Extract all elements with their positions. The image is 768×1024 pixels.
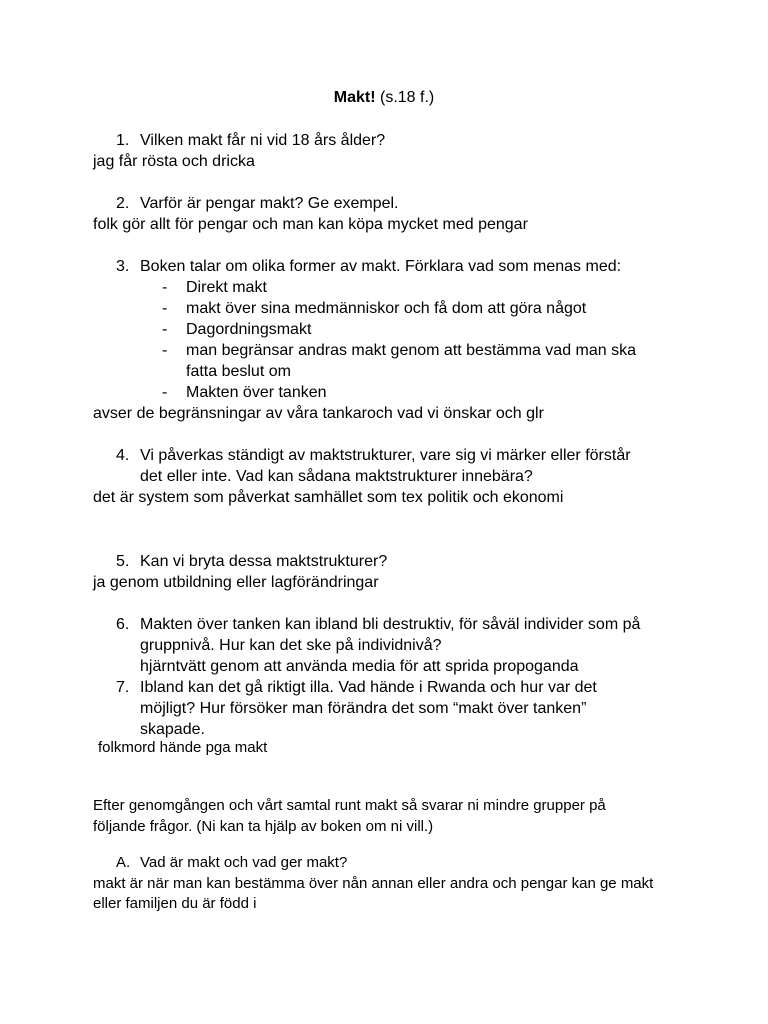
question-text: Vilken makt får ni vid 18 års ålder? <box>140 132 386 149</box>
answer-5: ja genom utbildning eller lagförändringar <box>93 574 379 591</box>
question-text: Varför är pengar makt? Ge exempel. <box>140 195 399 212</box>
question-number: A. <box>116 854 131 871</box>
question-number: 1. <box>116 132 130 149</box>
question-7 <box>116 678 597 698</box>
question-1 <box>116 131 385 151</box>
question-text: Vi påverkas ständigt av maktstrukturer, vare sig vi märker eller förstår <box>140 447 631 464</box>
question-text: Kan vi bryta dessa maktstrukturer? <box>140 553 388 570</box>
list-item-continuation: fatta beslut om <box>186 363 291 380</box>
question-text: Ibland kan det gå riktigt illa. Vad hände i Rwanda och hur var det <box>140 679 597 696</box>
answer-3: avser de begränsningar av våra tankaroch vad vi önskar och glr <box>93 405 544 422</box>
list-item: Makten över tanken <box>186 384 327 401</box>
list-item: man begränsar andras makt genom att bestämma vad man ska <box>186 342 636 359</box>
bullet-dash: - <box>162 300 168 317</box>
question-text: Vad är makt och vad ger makt? <box>140 854 348 871</box>
title-page-ref: (s.18 f.) <box>375 89 435 106</box>
answer-1: jag får rösta och dricka <box>93 153 255 170</box>
answer-a-line-2: eller familjen du är född i <box>93 895 257 912</box>
answer-6: hjärntvätt genom att använda media för att sprida propoganda <box>140 658 579 675</box>
question-number: 3. <box>116 258 130 275</box>
list-item: Dagordningsmakt <box>186 321 312 338</box>
question-2 <box>116 194 399 214</box>
question-4 <box>116 446 631 466</box>
intro-line-2: följande frågor. (Ni kan ta hjälp av boken om ni vill.) <box>93 818 434 835</box>
question-number: 6. <box>116 616 130 633</box>
question-number: 5. <box>116 553 130 570</box>
question-7-line-3: skapade. <box>140 721 205 738</box>
question-number: 2. <box>116 195 130 212</box>
page-title <box>0 88 768 108</box>
bullet-dash: - <box>162 279 168 296</box>
question-6 <box>116 615 640 635</box>
question-number: 7. <box>116 679 130 696</box>
bullet-dash: - <box>162 384 168 401</box>
title-bold: Makt! <box>333 89 376 106</box>
intro-line-1: Efter genomgången och vårt samtal runt makt så svarar ni mindre grupper på <box>93 797 606 814</box>
question-number: 4. <box>116 447 130 464</box>
answer-2: folk gör allt för pengar och man kan köpa mycket med pengar <box>93 216 528 233</box>
question-4-line-2: det eller inte. Vad kan sådana maktstrukturer innebära? <box>140 468 533 485</box>
question-7-line-2: möjligt? Hur försöker man förändra det som “makt över tanken” <box>140 700 587 717</box>
question-3 <box>116 257 621 277</box>
bullet-dash: - <box>162 321 168 338</box>
question-6-line-2: gruppnivå. Hur kan det ske på individnivå? <box>140 637 442 654</box>
question-5 <box>116 552 387 572</box>
list-item: Direkt makt <box>186 279 267 296</box>
answer-a-line-1: makt är när man kan bestämma över nån annan eller andra och pengar kan ge makt <box>93 875 654 892</box>
question-text: Makten över tanken kan ibland bli destruktiv, för såväl individer som på <box>140 616 641 633</box>
bullet-dash: - <box>162 342 168 359</box>
question-a <box>116 853 347 873</box>
answer-4: det är system som påverkat samhället som tex politik och ekonomi <box>93 489 564 506</box>
question-text: Boken talar om olika former av makt. Förklara vad som menas med: <box>140 258 622 275</box>
answer-7: folkmord hände pga makt <box>98 739 268 756</box>
list-item: makt över sina medmänniskor och få dom att göra något <box>186 300 587 317</box>
